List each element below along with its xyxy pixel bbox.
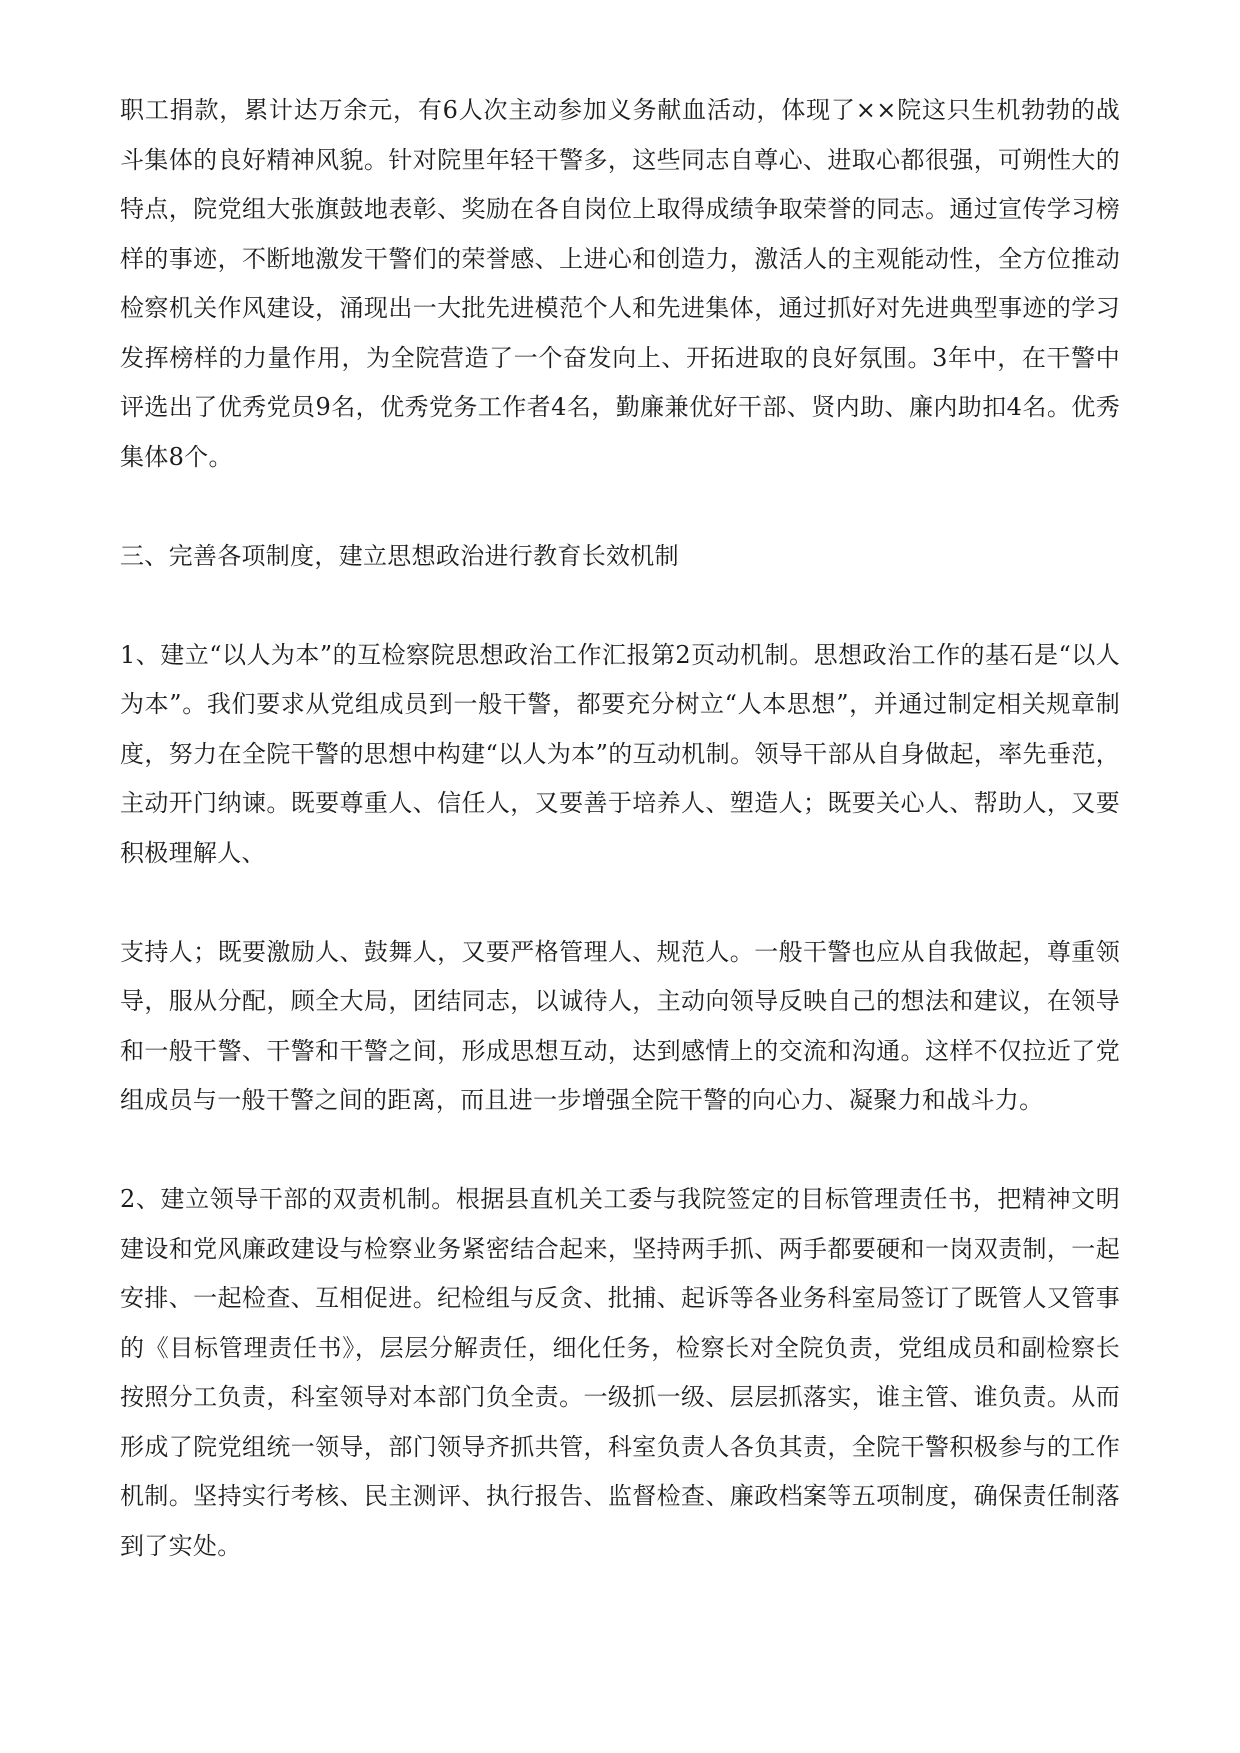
paragraph-gap	[120, 1126, 1120, 1176]
document-body	[120, 86, 1120, 1571]
paragraph-gap	[120, 482, 1120, 532]
paragraph-gap	[120, 581, 1120, 631]
section-heading: 三、完善各项制度，建立思想政治进行教育长效机制	[120, 541, 679, 570]
paragraph-people-oriented-mechanism: 1、建立“以人为本”的互检察院思想政治工作汇报第2页动机制。思想政治工作的基石是“以人为本”。我们要求从党组成员到一般干警，都要充分树立“人本思想”，并通过制定相关规章制度，努力在全院干警的思想中构建“以人为本”的互动机制。领导干部从自身做起，率先垂范，主动开门纳谏。既要尊重人、信任人，又要善于培养人、塑造人；既要关心人、帮助人，又要积极理解人、	[120, 640, 1120, 867]
paragraph-gap	[120, 878, 1120, 928]
paragraph-mutual-interaction: 支持人；既要激励人、鼓舞人，又要严格管理人、规范人。一般干警也应从自我做起，尊重领导，服从分配，顾全大局，团结同志，以诚待人，主动向领导反映自己的想法和建议，在领导和一般干警、干警和干警之间，形成思想互动，达到感情上的交流和沟通。这样不仅拉近了党组成员与一般干警之间的距离，而且进一步增强全院干警的向心力、凝聚力和战斗力。	[120, 937, 1120, 1114]
paragraph-dual-responsibility-mechanism: 2、建立领导干部的双责机制。根据县直机关工委与我院签定的目标管理责任书，把精神文明建设和党风廉政建设与检察业务紧密结合起来，坚持两手抓、两手都要硬和一岗双责制，一起安排、一起检查、互相促进。纪检组与反贪、批捕、起诉等各业务科室局签订了既管人又管事的《目标管理责任书》，层层分解责任，细化任务，检察长对全院负责，党组成员和副检察长按照分工负责，科室领导对本部门负全责。一级抓一级、层层抓落实，谁主管、谁负责。从而形成了院党组统一领导，部门领导齐抓共管，科室负责人各负其责，全院干警积极参与的工作机制。坚持实行考核、民主测评、执行报告、监督检查、廉政档案等五项制度，确保责任制落到了实处。	[120, 1185, 1120, 1560]
paragraph-donations-and-honors: 职工捐款，累计达万余元，有6人次主动参加义务献血活动，体现了××院这只生机勃勃的战斗集体的良好精神风貌。针对院里年轻干警多，这些同志自尊心、进取心都很强，可朔性大的特点，院党组大张旗鼓地表彰、奖励在各自岗位上取得成绩争取荣誉的同志。通过宣传学习榜样的事迹，不断地激发干警们的荣誉感、上进心和创造力，激活人的主观能动性，全方位推动检察机关作风建设，涌现出一大批先进模范个人和先进集体，通过抓好对先进典型事迹的学习发挥榜样的力量作用，为全院营造了一个奋发向上、开拓进取的良好氛围。3年中，在干警中评选出了优秀党员9名，优秀党务工作者4名，勤廉兼优好干部、贤内助、廉内助扣4名。优秀集体8个。	[120, 96, 1120, 471]
